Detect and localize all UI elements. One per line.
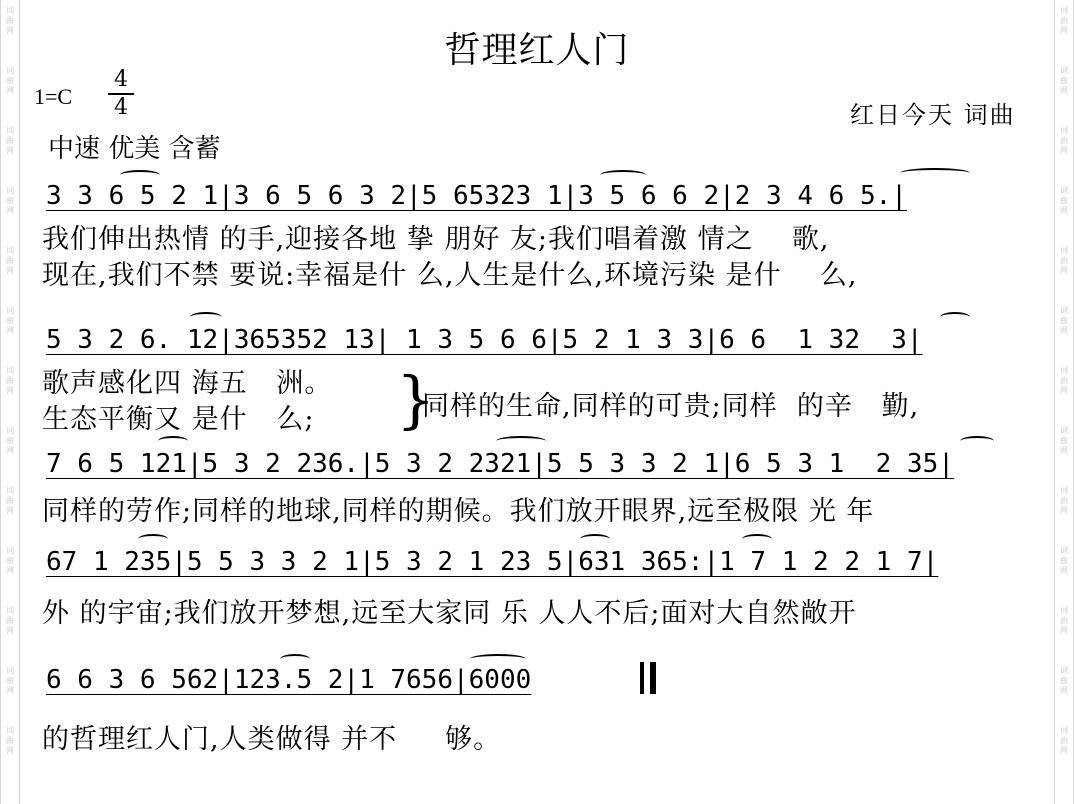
song-title: 哲理红人门 <box>444 30 630 71</box>
watermark-text: 词 曲 网 <box>6 306 14 335</box>
watermark-text: 词 曲 网 <box>6 726 14 755</box>
time-signature-bottom: 4 <box>114 95 128 120</box>
right-watermark-strip <box>1054 0 1074 804</box>
watermark-text: 词 曲 网 <box>6 66 14 95</box>
lyrics-row-5: 的哲理红人门,人类做得 并不 够。 <box>42 724 502 755</box>
final-barline-thin <box>640 662 644 694</box>
watermark-text: 词 曲 网 <box>6 126 14 155</box>
watermark-text: 词 曲 网 <box>1060 66 1068 95</box>
watermark-text: 词 曲 网 <box>1060 546 1068 575</box>
notation-row-1: 3 3 6 5 2 1|3 6 5 6 3 2|5 65323 1|3 5 6 6 2|2 3 4 6 5.| <box>46 181 907 211</box>
watermark-text: 词 曲 网 <box>6 666 14 695</box>
lyrics-row-1-verse-1: 我们伸出热情 的手,迎接各地 挚 朋好 友;我们唱着激 情之 歌, <box>42 224 830 255</box>
lyrics-row-2-verse-1: 歌声感化四 海五 洲。 <box>42 368 333 399</box>
final-barline-thick <box>650 662 656 694</box>
watermark-text: 词 曲 网 <box>6 606 14 635</box>
watermark-text: 词 曲 网 <box>1060 606 1068 635</box>
key-signature: 1=C <box>34 84 73 109</box>
lyrics-row-2-verse-2: 生态平衡又 是什 么; <box>42 404 315 435</box>
watermark-text: 词 曲 网 <box>1060 426 1068 455</box>
watermark-text: 词 曲 网 <box>6 486 14 515</box>
watermark-text: 词 曲 网 <box>1060 726 1068 755</box>
watermark-text: 词 曲 网 <box>1060 666 1068 695</box>
watermark-text: 词 曲 网 <box>1060 126 1068 155</box>
watermark-text: 词 曲 网 <box>1060 306 1068 335</box>
watermark-text: 词 曲 网 <box>1060 366 1068 395</box>
watermark-text: 词 曲 网 <box>6 426 14 455</box>
time-signature <box>108 68 134 120</box>
watermark-text: 词 曲 网 <box>1060 186 1068 215</box>
notation-row-2: 5 3 2 6. 12|365352 13| 1 3 5 6 6|5 2 1 3 3|6 6 1 32 3| <box>46 325 923 355</box>
refrain-line-1: 同样的生命,同样的可贵;同样 的辛 勤, <box>422 391 920 422</box>
watermark-text: 词 曲 网 <box>6 246 14 275</box>
watermark-text: 词 曲 网 <box>6 6 14 35</box>
time-signature-top: 4 <box>114 67 128 92</box>
left-watermark-strip <box>0 0 20 804</box>
lyrics-row-1-verse-2: 现在,我们不禁 要说:幸福是什 么,人生是什么,环境污染 是什 么, <box>42 260 858 291</box>
lyrics-row-3: 同样的劳作;同样的地球,同样的期候。我们放开眼界,远至极限 光 年 <box>42 496 875 527</box>
watermark-text: 词 曲 网 <box>1060 246 1068 275</box>
notation-row-4: 67 1 235|5 5 3 3 2 1|5 3 2 1 23 5|631 365:|1 7 1 2 2 1 7| <box>46 547 939 577</box>
lyricist-composer-credit: 红日今天 词曲 <box>850 101 1016 129</box>
lyrics-row-4: 外 的宇宙;我们放开梦想,远至大家同 乐 人人不后;面对大自然敞开 <box>42 598 857 629</box>
verse-brace: } <box>396 363 436 436</box>
watermark-text: 词 曲 网 <box>6 366 14 395</box>
notation-row-5: 6 6 3 6 562|123.5 2|1 7656|6000 <box>46 665 532 695</box>
tempo-marking: 中速 优美 含蓄 <box>48 134 221 164</box>
watermark-text: 词 曲 网 <box>1060 6 1068 35</box>
watermark-text: 词 曲 网 <box>6 186 14 215</box>
watermark-text: 词 曲 网 <box>1060 486 1068 515</box>
watermark-text: 词 曲 网 <box>6 546 14 575</box>
notation-row-3: 7 6 5 121|5 3 2 236.|5 3 2 2321|5 5 3 3 2 1|6 5 3 1 2 35| <box>46 449 954 479</box>
